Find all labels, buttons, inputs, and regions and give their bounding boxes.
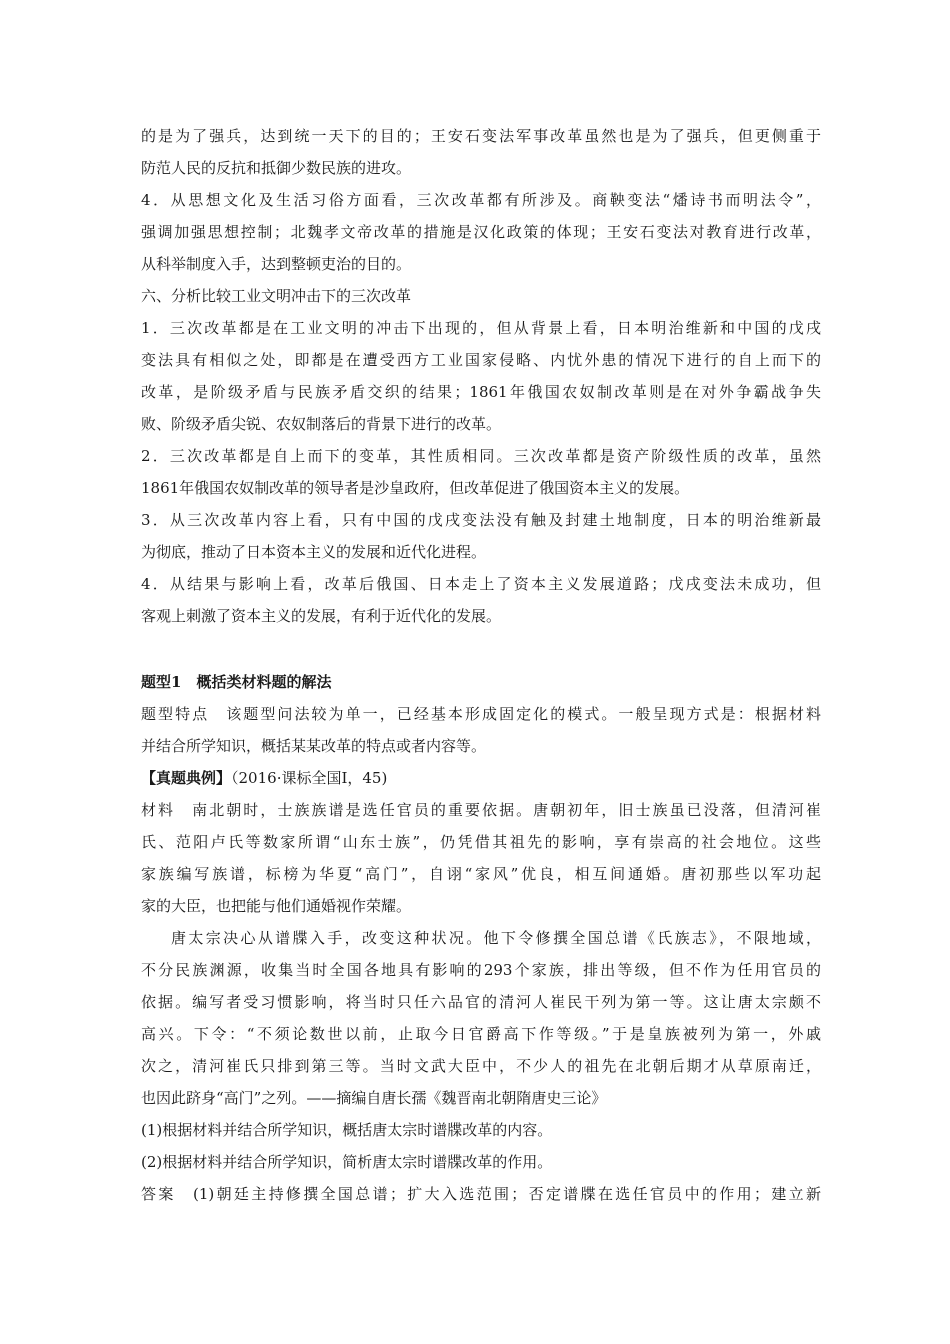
question-type-number: 题型1	[141, 673, 182, 691]
text-line: 4．从思想文化及生活习俗方面看，三次改革都有所涉及。商鞅变法“燔诗书而明法令”，	[141, 191, 821, 209]
material-paragraph-2	[141, 922, 821, 1114]
text-line: 高兴。下令：“不须论数世以前，止取今日官爵高下作等级。”于是皇族被列为第一，外戚	[141, 1025, 821, 1043]
document-body	[141, 120, 821, 1210]
text-line: 客观上刺激了资本主义的发展，有利于近代化的发展。	[141, 607, 502, 625]
answer-line: 答案 (1)朝廷主持修撰全国总谱；扩大入选范围；否定谱牒在选任官员中的作用；建立新	[141, 1185, 821, 1203]
text-line: 依据。编写者受习惯影响，将当时只任六品官的清河人崔民干列为第一等。这让唐太宗颇不	[141, 993, 821, 1011]
paragraph-nature	[141, 440, 821, 504]
text-line: 氏、范阳卢氏等数家所谓“山东士族”，仍凭借其祖先的影响，享有崇高的社会地位。这些	[141, 833, 821, 851]
paragraph-culture	[141, 184, 821, 280]
text-line: 2．三次改革都是自上而下的变革，其性质相同。三次改革都是资产阶级性质的改革，虽然	[141, 447, 821, 465]
text-line: 1861年俄国农奴制改革的领导者是沙皇政府，但改革促进了俄国资本主义的发展。	[141, 479, 690, 497]
text-line: 为彻底，推动了日本资本主义的发展和近代化进程。	[141, 543, 487, 561]
paragraph-military	[141, 120, 821, 184]
text-line: 唐太宗决心从谱牒入手，改变这种状况。他下令修撰全国总谱《氏族志》，不限地域，	[171, 929, 821, 947]
text-line: 家的大臣，也把能与他们通婚视作荣耀。	[141, 897, 412, 915]
section-spacer	[141, 632, 821, 666]
question-type-name: 概括类材料题的解法	[196, 673, 332, 691]
text-line: 不分民族渊源，收集当时全国各地具有影响的293个家族，排出等级，但不作为任用官员的	[141, 961, 821, 979]
text-line: 3．从三次改革内容上看，只有中国的戊戌变法没有触及封建土地制度，日本的明治维新最	[141, 511, 821, 529]
question-type-title	[141, 666, 821, 698]
text-line: 也因此跻身“高门”之列。——摘编自唐长孺《魏晋南北朝隋唐史三论》	[141, 1089, 607, 1107]
text-line: 并结合所学知识，概括某某改革的特点或者内容等。	[141, 737, 487, 755]
text-line: 强调加强思想控制；北魏孝文帝改革的措施是汉化政策的体现；王安石变法对教育进行改革，	[141, 223, 821, 241]
text-line: 材料 南北朝时，士族族谱是选任官员的重要依据。唐朝初年，旧士族虽已没落，但清河崔	[141, 801, 821, 819]
question-1: (1)根据材料并结合所学知识，概括唐太宗时谱牒改革的内容。	[141, 1121, 553, 1139]
material-paragraph	[141, 794, 821, 922]
text-line: 4．从结果与影响上看，改革后俄国、日本走上了资本主义发展道路；戊戌变法未成功，但	[141, 575, 821, 593]
text-line: 家族编写族谱，标榜为华夏“高门”，自诩“家风”优良，相互间通婚。唐初那些以军功起	[141, 865, 821, 883]
question-2: (2)根据材料并结合所学知识，简析唐太宗时谱牒改革的作用。	[141, 1153, 553, 1171]
text-line: 变法具有相似之处，即都是在遭受西方工业国家侵略、内忧外患的情况下进行的自上而下的	[141, 351, 821, 369]
question-type-feature	[141, 698, 821, 762]
text-line: 从科举制度入手，达到整顿吏治的目的。	[141, 255, 412, 273]
text-line: 次之，清河崔氏只排到第三等。当时文武大臣中，不少人的祖先在北朝后期才从草原南迁，	[141, 1057, 821, 1075]
text-line: 题型特点 该题型问法较为单一，已经基本形成固定化的模式。一般呈现方式是：根据材料	[141, 705, 821, 723]
text-line: 败、阶级矛盾尖锐、农奴制落后的背景下进行的改革。	[141, 415, 502, 433]
text-line: 的是为了强兵，达到统一天下的目的；王安石变法军事改革虽然也是为了强兵，但更侧重于	[141, 127, 821, 145]
example-header	[141, 762, 821, 794]
paragraph-content	[141, 504, 821, 568]
paragraph-result	[141, 568, 821, 632]
section-heading-six: 六、分析比较工业文明冲击下的三次改革	[141, 287, 412, 305]
example-label: 【真题典例】	[141, 769, 232, 787]
text-line: 1．三次改革都是在工业文明的冲击下出现的，但从背景上看，日本明治维新和中国的戊戌	[141, 319, 821, 337]
paragraph-background	[141, 312, 821, 440]
text-line: 防范人民的反抗和抵御少数民族的进攻。	[141, 159, 412, 177]
text-line: 改革，是阶级矛盾与民族矛盾交织的结果；1861年俄国农奴制改革则是在对外争霸战争失	[141, 383, 821, 401]
example-source: （2016·课标全国Ⅰ，45)	[231, 769, 388, 787]
